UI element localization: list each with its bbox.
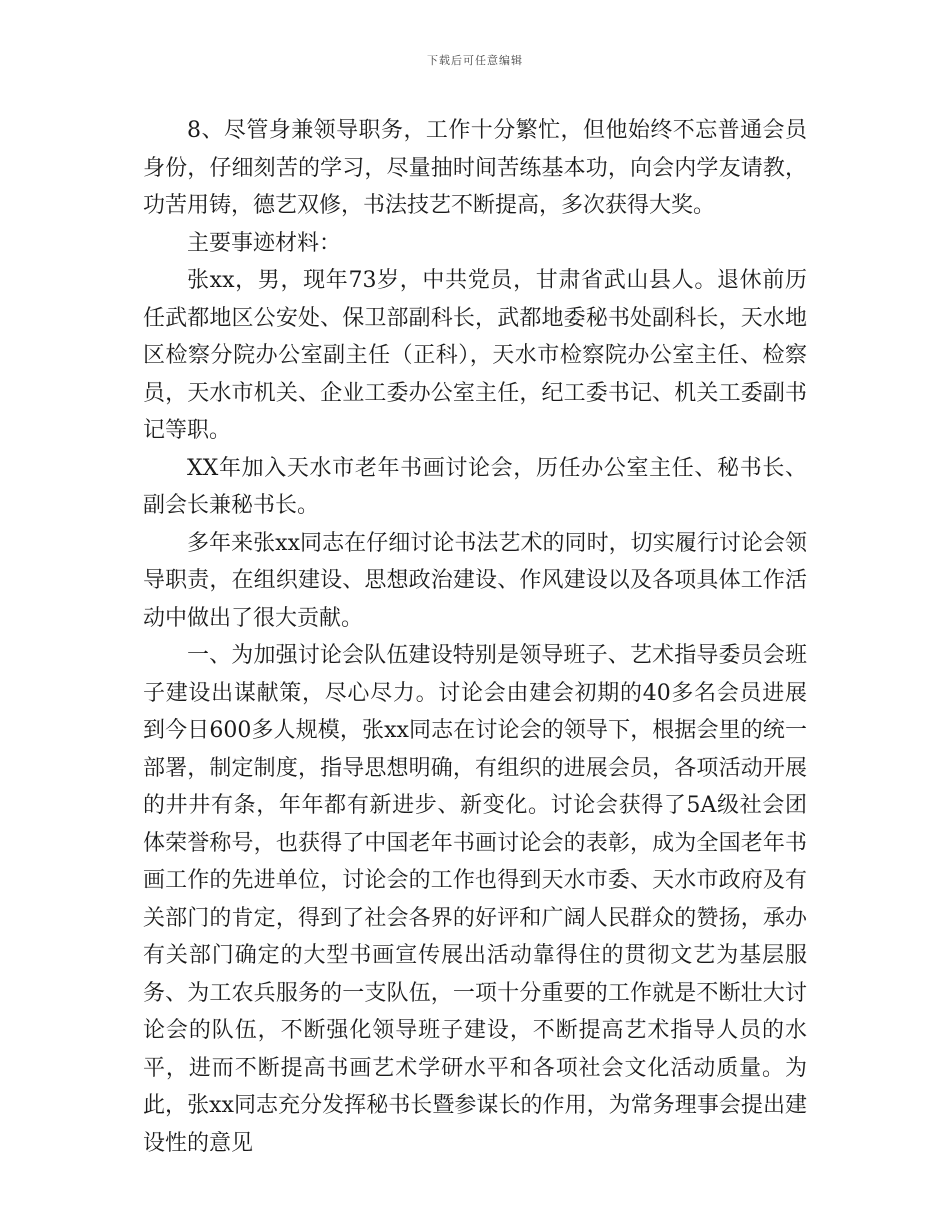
paragraph-membership: XX年加入天水市老年书画讨论会，历任办公室主任、秘书长、副会长兼秘书长。 (143, 455, 807, 518)
paragraph-summary: 多年来张xx同志在仔细讨论书法艺术的同时，切实履行讨论会领导职责，在组织建设、思想政治建设、作风建设以及各项具体工作活动中做出了很大贡献。 (143, 530, 807, 631)
page-header: 下载后可任意编辑 (427, 54, 523, 67)
document-body (143, 112, 807, 1162)
section-heading: 主要事迹材料： (187, 230, 342, 256)
paragraph-item-8: 8、尽管身兼领导职务，工作十分繁忙，但他始终不忘普通会员身份，仔细刻苦的学习，尽量抽时间苦练基本功，向会内学友请教，功苦用铸，德艺双修，书法技艺不断提高，多次获得大奖。 (143, 118, 807, 218)
paragraph-profile: 张xx，男，现年73岁，中共党员，甘肃省武山县人。退休前历任武都地区公安处、保卫部副科长，武都地委秘书处副科长，天水地区检察分院办公室副主任（正科），天水市检察院办公室主任、检察员，天水市机关、企业工委办公室主任，纪工委书记、机关工委副书记等职。 (143, 268, 807, 443)
paragraph-point-one: 一、为加强讨论会队伍建设特别是领导班子、艺术指导委员会班子建设出谋献策，尽心尽力。讨论会由建会初期的40多名会员进展到今日600多人规模，张xx同志在讨论会的领导下，根据会里的统一部署，制定制度，指导思想明确，有组织的进展会员，各项活动开展的井井有条，年年都有新进步、新变化。讨论会获得了5A级社会团体荣誉称号，也获得了中国老年书画讨论会的表彰，成为全国老年书画工作的先进单位，讨论会的工作也得到天水市委、天水市政府及有关部门的肯定，得到了社会各界的好评和广阔人民群众的赞扬，承办有关部门确定的大型书画宣传展出活动靠得住的贯彻文艺为基层服务、为工农兵服务的一支队伍，一项十分重要的工作就是不断壮大讨论会的队伍，不断强化领导班子建设，不断提高艺术指导人员的水平，进而不断提高书画艺术学研水平和各项社会文化活动质量。为此，张xx同志充分发挥秘书长暨参谋长的作用，为常务理事会提出建设性的意见 (143, 643, 807, 1156)
